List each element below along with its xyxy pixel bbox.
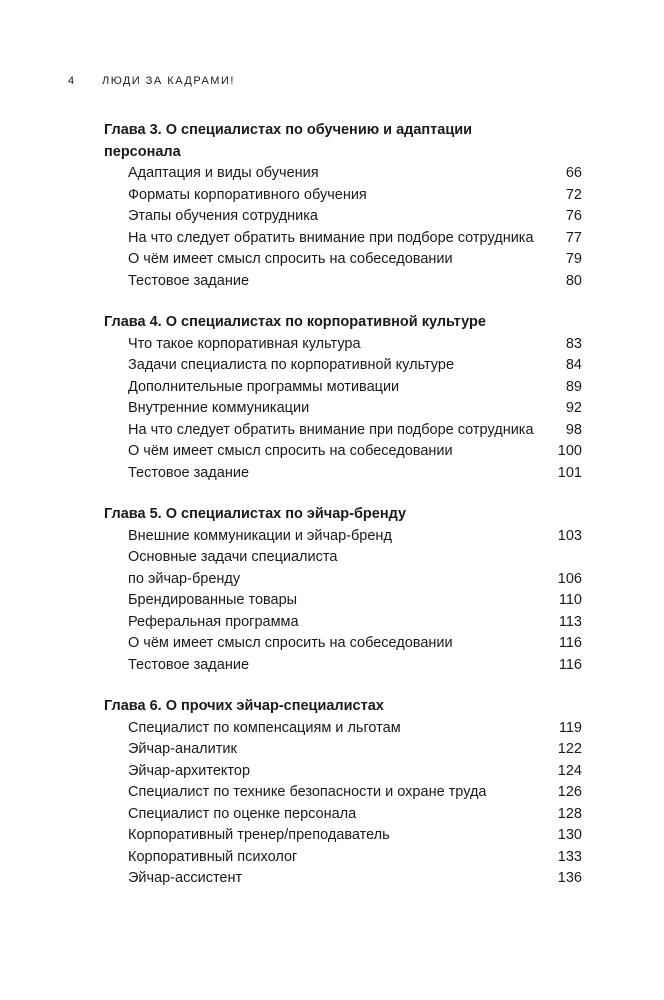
toc-entry-title: О чём имеет смысл спросить на собеседовании <box>128 635 453 651</box>
toc-entry-page: 76 <box>565 208 582 224</box>
toc-entry <box>104 441 582 463</box>
running-title: ЛЮДИ ЗА КАДРАМИ! <box>102 75 235 87</box>
toc-entry-title: по эйчар-бренду <box>128 570 241 587</box>
toc-entry <box>104 526 582 548</box>
toc-entry <box>104 590 582 612</box>
toc-entry-page: 122 <box>557 741 582 757</box>
toc-entry-page: 103 <box>557 527 582 544</box>
toc-entry <box>104 847 582 869</box>
toc-entry <box>104 655 582 677</box>
toc-entry-title: Тестовое задание <box>128 272 250 289</box>
toc-entry-title: Брендированные товары <box>128 592 298 608</box>
toc-entry <box>104 612 582 634</box>
toc-entry-title: Специалист по оценке персонала <box>128 805 357 822</box>
toc-entry-page: 83 <box>565 335 582 352</box>
toc-entry-page: 136 <box>557 870 582 886</box>
toc-entry <box>104 334 582 356</box>
toc-entry-page: 77 <box>565 229 582 246</box>
toc-entry <box>104 739 582 761</box>
toc-chapter <box>104 120 582 292</box>
toc-chapter <box>104 312 582 484</box>
toc-entry <box>104 271 582 293</box>
toc-entry-title: Специалист по технике безопасности и охране труда <box>128 784 487 800</box>
chapter-title: Глава 3. О специалистах по обучению и адаптации персонала <box>104 122 473 160</box>
toc-entry-page: 84 <box>565 357 582 373</box>
toc-entry-title: Задачи специалиста по корпоративной культуре <box>128 357 455 373</box>
toc-entry-page: 80 <box>565 272 582 289</box>
toc-entry-page: 100 <box>557 443 582 459</box>
toc-entry <box>104 718 582 740</box>
toc-entry-page: 92 <box>565 400 582 416</box>
toc-entry-page: 72 <box>565 186 582 203</box>
toc-entry <box>104 761 582 783</box>
toc-entry-title: Внешние коммуникации и эйчар-бренд <box>128 527 392 544</box>
toc-entry-page: 126 <box>557 784 582 800</box>
toc-chapter <box>104 696 582 890</box>
toc-entry-page: 116 <box>558 656 582 673</box>
chapter-title: Глава 4. О специалистах по корпоративной культуре <box>104 314 486 330</box>
page-number: 4 <box>68 75 76 87</box>
toc-entry-title: Эйчар-ассистент <box>128 870 243 886</box>
toc-entry-title: Специалист по компенсациям и льготам <box>128 719 401 736</box>
toc-entry-title: Реферальная программа <box>128 613 299 630</box>
toc-entry-title: На что следует обратить внимание при подборе сотрудника <box>128 421 534 438</box>
toc-entry-title: Адаптация и виды обучения <box>128 165 319 181</box>
toc-entry-page: 128 <box>557 805 582 822</box>
toc-entry <box>104 868 582 890</box>
toc-entry-title: Эйчар-архитектор <box>128 762 251 779</box>
toc-entry-page: 98 <box>565 421 582 438</box>
toc-entry-title: Что такое корпоративная культура <box>128 335 361 352</box>
toc-entry-page: 66 <box>565 165 582 181</box>
toc-entry-page: 113 <box>558 613 582 630</box>
toc-entry-title: Тестовое задание <box>128 464 250 481</box>
toc-entry-title: Этапы обучения сотрудника <box>128 208 318 224</box>
toc-entry-title: Основные задачи специалиста <box>128 549 338 565</box>
toc-entry <box>104 228 582 250</box>
toc-entry <box>104 398 582 420</box>
toc-entry <box>104 547 582 569</box>
toc-entry-title: Дополнительные программы мотивации <box>128 378 400 395</box>
toc-entry <box>104 825 582 847</box>
toc-entry-page: 101 <box>557 464 582 481</box>
toc-entry-title: О чём имеет смысл спросить на собеседовании <box>128 251 453 267</box>
toc-entry-page: 89 <box>565 378 582 395</box>
toc-entry-page: 130 <box>557 827 582 843</box>
toc-entry-page: 133 <box>557 848 582 865</box>
running-head <box>68 75 235 87</box>
toc-entry-page: 119 <box>558 719 582 736</box>
table-of-contents <box>104 120 582 910</box>
toc-entry-title: Форматы корпоративного обучения <box>128 186 367 203</box>
toc-entry-page: 79 <box>565 251 582 267</box>
toc-entry-page: 124 <box>557 762 582 779</box>
toc-entry-page: 110 <box>558 592 582 608</box>
toc-entry-title: Эйчар-аналитик <box>128 741 237 757</box>
toc-entry <box>104 782 582 804</box>
toc-entry <box>104 206 582 228</box>
toc-entry <box>104 163 582 185</box>
toc-entry <box>104 420 582 442</box>
toc-entry <box>104 804 582 826</box>
toc-entry-page: 106 <box>557 570 582 587</box>
toc-entry <box>104 633 582 655</box>
toc-entry-title: О чём имеет смысл спросить на собеседовании <box>128 443 453 459</box>
toc-entry <box>104 355 582 377</box>
toc-entry <box>104 185 582 207</box>
toc-entry <box>104 249 582 271</box>
toc-entry-page: 116 <box>558 635 582 651</box>
toc-entry <box>104 569 582 591</box>
toc-entry-title: Корпоративный психолог <box>128 848 298 865</box>
toc-entry <box>104 463 582 485</box>
toc-entry-title: Корпоративный тренер/преподаватель <box>128 827 390 843</box>
chapter-title: Глава 6. О прочих эйчар-специалистах <box>104 698 384 714</box>
toc-entry <box>104 377 582 399</box>
toc-chapter <box>104 504 582 676</box>
toc-entry-title: На что следует обратить внимание при подборе сотрудника <box>128 229 534 246</box>
chapter-title: Глава 5. О специалистах по эйчар-бренду <box>104 506 407 522</box>
toc-entry-title: Тестовое задание <box>128 656 250 673</box>
toc-entry-title: Внутренние коммуникации <box>128 400 310 416</box>
